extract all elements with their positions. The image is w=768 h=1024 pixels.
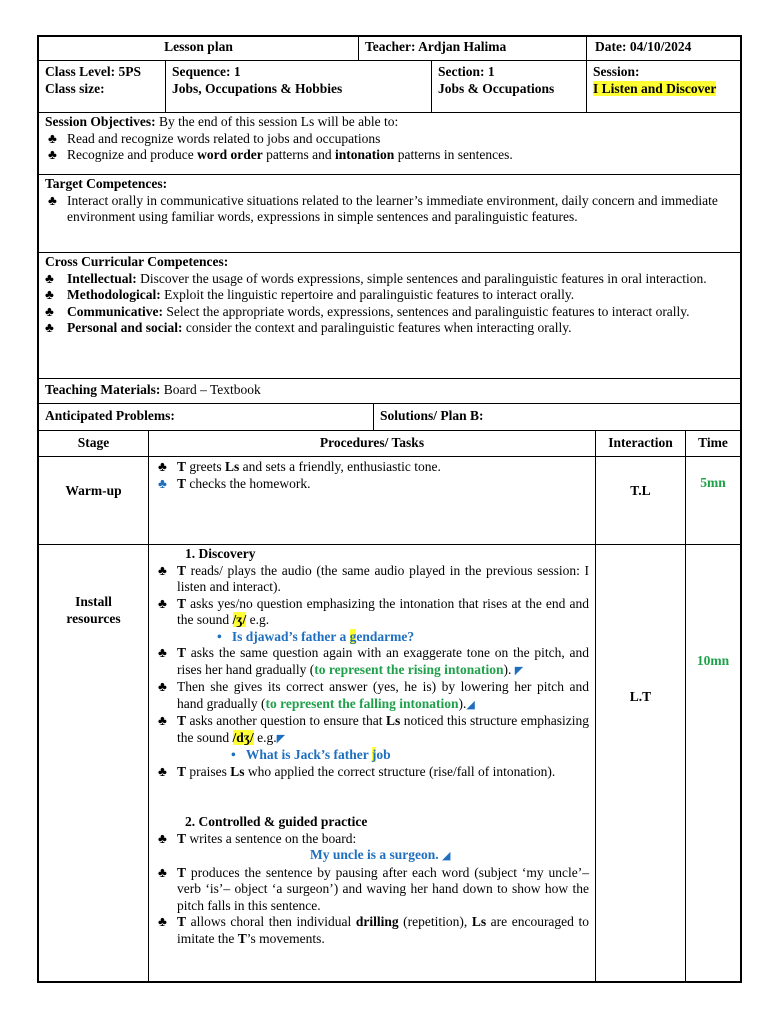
class-info — [39, 61, 165, 112]
objective-item: ♣ Recognize and produce word order patterns and intonation patterns in sentences. — [48, 147, 513, 162]
club-suit-icon: ♣ — [48, 130, 57, 146]
bullet-dot-icon: • — [217, 628, 222, 644]
section-number: Section: 1 — [438, 64, 495, 79]
blue-arrow-mark-icon: ◤ — [276, 732, 286, 745]
club-suit-icon: ♣ — [48, 192, 57, 208]
practice-item: ♣ T writes a sentence on the board: — [158, 830, 357, 846]
club-suit-icon: ♣ — [45, 320, 54, 335]
warmup-stage: Warm-up — [65, 483, 122, 498]
practice-item: ♣ T produces the sentence by pausing after each word (subject ‘my uncle’– verb ‘is’– object ‘a surgeon’) and waving her hand down to show how the pitch falls in this sentence. — [158, 864, 589, 913]
problems-label: Anticipated Problems: — [45, 408, 175, 423]
sequence-info — [165, 61, 431, 112]
session-label: Session: — [593, 64, 640, 79]
objectives-label: Session Objectives: — [45, 114, 156, 129]
lesson-plan-page — [37, 35, 742, 983]
discovery-item: ♣ T asks another question to ensure that Ls noticed this structure emphasizing the sound /dʒ/ e.g.◤ — [158, 713, 589, 745]
club-suit-icon: ♣ — [158, 830, 167, 846]
cross-curricular-section — [39, 253, 740, 379]
warmup-item: ♣ T greets Ls and sets a friendly, enthusiastic tone. — [158, 459, 441, 474]
club-suit-icon: ♣ — [158, 645, 167, 660]
install-procedures — [148, 545, 595, 981]
club-suit-icon: ♣ — [158, 679, 167, 694]
time-header: Time — [685, 431, 740, 456]
discovery-item: ♣ T reads/ plays the audio (the same audio played in the previous session: I listen and interact). — [158, 562, 589, 594]
bullet-dot-icon: • — [231, 747, 236, 762]
target-item: ♣ Interact orally in communicative situations related to the learner’s immediate environment, daily concern and immediate environment using familiar words, expressions in simple sentences and paralinguistic features. — [48, 192, 718, 224]
materials-label: Teaching Materials: — [45, 382, 161, 397]
controlled-practice-title: 2. Controlled & guided practice — [185, 814, 368, 829]
warmup-item: ♣ T checks the homework. — [158, 475, 311, 491]
discovery-item: ♣ T asks the same question again with an exaggerate tone on the pitch, and rises her hand gradually (to represent the rising intonation). ◤ — [158, 645, 589, 677]
lesson-date: Date: 04/10/2024 — [586, 37, 740, 60]
club-suit-icon: ♣ — [45, 287, 54, 302]
club-suit-icon: ♣ — [158, 864, 167, 880]
cross-item-personal-social: ♣ Personal and social: consider the context and paralinguistic features when interacting orally. — [45, 320, 572, 335]
install-resources-row — [39, 545, 740, 981]
objective-item: ♣ Read and recognize words related to jobs and occupations — [48, 130, 381, 146]
club-suit-icon: ♣ — [158, 459, 167, 474]
target-competences-section — [39, 175, 740, 253]
cross-item-intellectual: ♣ Intellectual: Discover the usage of words expressions, simple sentences and paralinguistic features in oral interaction. — [45, 270, 707, 286]
club-suit-icon: ♣ — [158, 763, 167, 779]
section-title: Jobs & Occupations — [438, 81, 555, 96]
lesson-plan-title: Lesson plan — [164, 39, 233, 54]
class-size: Class size: — [45, 81, 105, 96]
session-title: I Listen and Discover — [593, 81, 717, 96]
install-interaction: L.T — [595, 545, 685, 981]
problems-section — [39, 404, 740, 431]
club-suit-icon: ♣ — [48, 147, 57, 162]
blue-arrow-mark-icon: ◢ — [442, 850, 451, 862]
cross-item-communicative: ♣ Communicative: Select the appropriate words, expressions, sentences and paralinguistic features to interact orally. — [45, 303, 690, 319]
table-header-row — [39, 431, 740, 457]
club-suit-icon: ♣ — [158, 914, 167, 929]
club-suit-icon: ♣ — [158, 713, 167, 728]
objectives-section — [39, 113, 740, 175]
install-time: 10mn — [685, 545, 740, 981]
materials-section — [39, 379, 740, 404]
class-level: Class Level: 5PS — [45, 64, 141, 79]
discovery-item: ♣ T asks yes/no question emphasizing the intonation that rises at the end and the sound /ʒ/ e.g. — [158, 595, 589, 627]
session-info — [586, 61, 740, 112]
target-label: Target Competences: — [45, 176, 168, 191]
sequence-number: Sequence: 1 — [172, 64, 241, 79]
cross-item-methodological: ♣ Methodological: Exploit the linguistic repertoire and paralinguistic features to interact orally. — [45, 287, 575, 302]
club-suit-icon: ♣ — [45, 270, 54, 286]
objectives-intro: By the end of this session Ls will be able to: — [155, 114, 399, 129]
discovery-title: 1. Discovery — [185, 546, 256, 561]
procedures-header: Procedures/ Tasks — [148, 431, 595, 456]
blue-arrow-mark-icon: ◤ — [514, 664, 524, 677]
discovery-item: ♣ Then she gives its correct answer (yes, he is) by lowering her pitch and hand gradually (to represent the falling intonation).◢ — [158, 679, 589, 711]
warmup-interaction: T.L — [595, 457, 685, 544]
header-row-1 — [39, 37, 740, 61]
example-question-2: • What is Jack’s father job — [231, 747, 391, 762]
warmup-time: 5mn — [685, 457, 740, 544]
section-info — [431, 61, 586, 112]
stage-header: Stage — [77, 435, 110, 450]
materials-value: Board – Textbook — [160, 382, 261, 397]
club-suit-icon: ♣ — [45, 303, 54, 319]
example-question-1: • Is djawad’s father a gendarme? — [217, 628, 415, 644]
sequence-title: Jobs, Occupations & Hobbies — [172, 81, 343, 96]
board-sentence: My uncle is a surgeon. ◢ — [310, 847, 451, 862]
blue-arrow-mark-icon: ◢ — [466, 698, 475, 711]
teacher-name: Teacher: Ardjan Halima — [358, 37, 586, 60]
club-suit-icon: ♣ — [158, 475, 167, 491]
discovery-item: ♣ T praises Ls who applied the correct structure (rise/fall of intonation). — [158, 763, 556, 779]
club-suit-icon: ♣ — [158, 595, 167, 611]
warmup-row — [39, 457, 740, 545]
club-suit-icon: ♣ — [158, 562, 167, 578]
practice-item: ♣ T allows choral then individual drilling (repetition), Ls are encouraged to imitate the T’s movements. — [158, 914, 589, 946]
cross-label: Cross Curricular Competences: — [45, 254, 229, 269]
warmup-procedures — [148, 457, 595, 544]
install-stage: Install resources — [66, 594, 121, 626]
solutions-label: Solutions/ Plan B: — [373, 404, 740, 430]
interaction-header: Interaction — [595, 431, 685, 456]
header-row-2 — [39, 61, 740, 113]
